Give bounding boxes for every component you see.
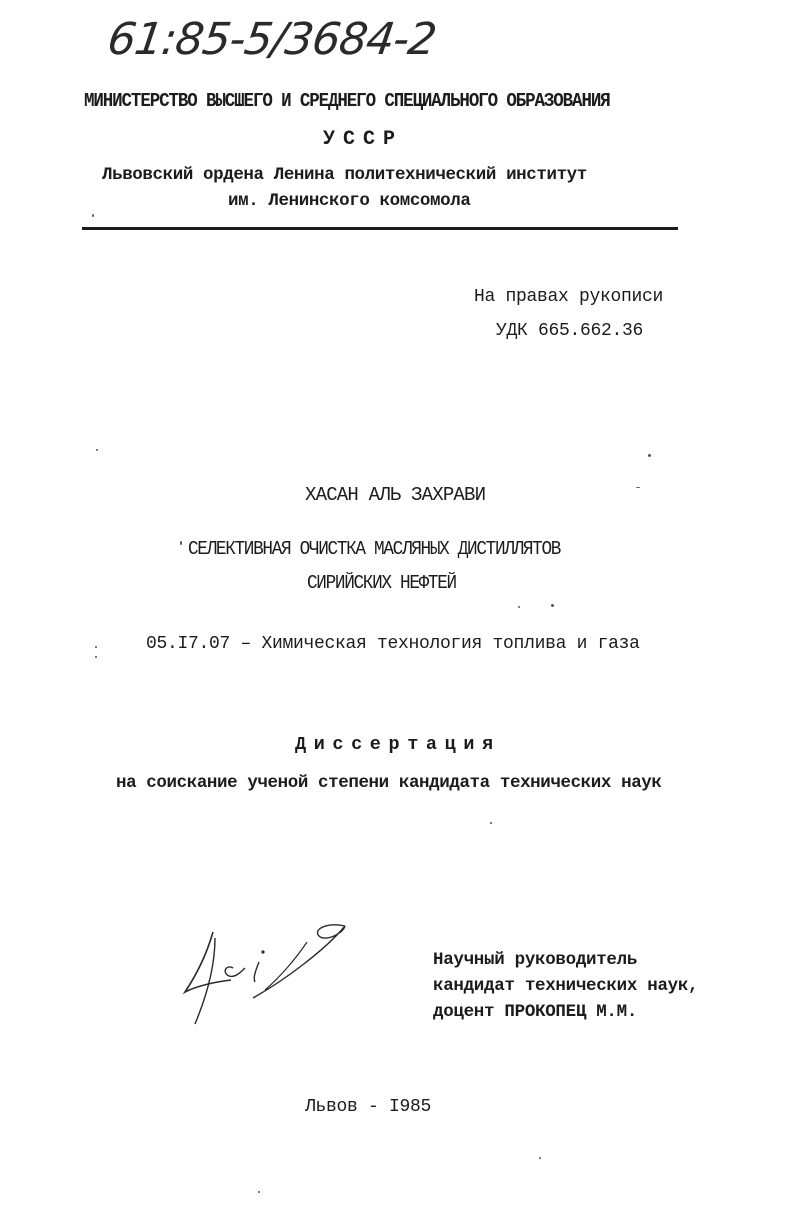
scan-speck	[551, 604, 554, 607]
signature-icon	[175, 920, 365, 1030]
thesis-title-line2: СИРИЙСКИХ НЕФТЕЙ	[307, 572, 456, 594]
supervisor-degree: кандидат технических наук,	[433, 976, 699, 996]
scan-speck	[95, 646, 97, 648]
thesis-title-line1: СЕЛЕКТИВНАЯ ОЧИСТКА МАСЛЯНЫХ ДИСТИЛЛЯТОВ	[188, 538, 561, 560]
scan-speck	[96, 449, 98, 451]
header-divider	[82, 227, 678, 230]
scan-speck	[636, 487, 640, 488]
degree-purpose: на соискание ученой степени кандидата технических наук	[116, 773, 662, 793]
manuscript-rights: На правах рукописи	[474, 287, 664, 307]
scan-speck	[92, 214, 94, 217]
scan-speck	[539, 1157, 541, 1159]
city-year: Львов - I985	[305, 1097, 432, 1117]
supervisor-name: доцент ПРОКОПЕЦ М.М.	[433, 1002, 638, 1022]
specialty-code: 05.I7.07 – Химическая технология топлива и газа	[146, 634, 640, 654]
institute-name-line2: им. Ленинского комсомола	[228, 191, 471, 211]
scan-speck	[518, 606, 520, 608]
scan-speck	[180, 541, 182, 545]
scan-speck	[490, 822, 492, 824]
scan-speck	[258, 1191, 260, 1193]
institute-name: Львовский ордена Ленина политехнический институт	[102, 165, 587, 185]
archive-number: 61:85-5/3684-2	[104, 14, 439, 65]
republic-heading: УССР	[323, 128, 404, 151]
dissertation-label: Диссертация	[295, 734, 501, 755]
ministry-heading: МИНИСТЕРСТВО ВЫСШЕГО И СРЕДНЕГО СПЕЦИАЛЬНОГО ОБРАЗОВАНИЯ	[84, 90, 610, 112]
author-name: ХАСАН АЛЬ ЗАХРАВИ	[305, 484, 486, 506]
scan-speck	[648, 454, 651, 457]
udk-code: УДК 665.662.36	[496, 321, 644, 341]
scan-speck	[95, 656, 97, 658]
supervisor-title: Научный руководитель	[433, 950, 638, 970]
